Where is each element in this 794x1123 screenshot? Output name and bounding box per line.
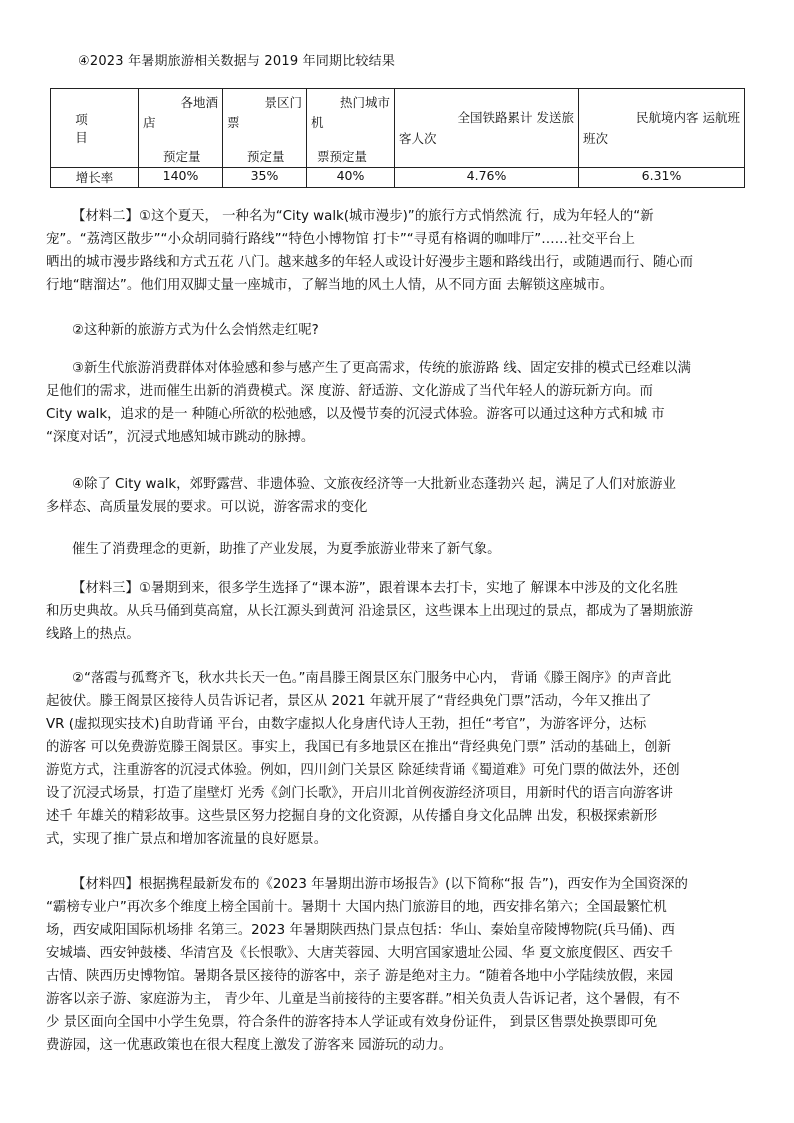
header-text: 预定量 [163, 149, 201, 164]
header-text: 班次 [583, 131, 609, 146]
text-line: 古情、陕西历史博物馆。暑期各景区接待的游客中，亲子 游是绝对主力。“随着各地中小学陆续放假，来园 [46, 969, 674, 984]
text-line: 足他们的需求，进而催生出新的消费模式。深 度游、舒适游、文化游成了当代年轻人的游玩新方向。而 [46, 384, 653, 399]
text-line: 【材料二】①这个夏天， 一种名为“City walk(城市漫步)”的旅行方式悄然流 行，成为年轻人的“新 [72, 209, 654, 224]
header-text: 预定量 [247, 149, 285, 164]
text-line: “霸榜专业户”再次多个维度上榜全国前十。暑期十 大国内热门旅游目的地，西安排名第六；全国最繁忙机 [46, 900, 667, 915]
text-line: 起彼伏。滕王阁景区接待人员告诉记者，景区从 2021 年就开展了“背经典免门票”活动，今年又推出了 [46, 694, 652, 709]
text-line: 【材料四】根据携程最新发布的《2023 年暑期出游市场报告》(以下简称“报 告”)，西安作为全国资深的 [72, 877, 688, 892]
header-cell-flight [307, 89, 395, 168]
table-cell: 40% [307, 168, 395, 188]
table-header-row [51, 89, 745, 168]
material-two-para-1 [46, 205, 742, 297]
header-cell-railway [395, 89, 579, 168]
text-line: 【材料三】①暑期到来，很多学生选择了“课本游”，跟着课本去打卡，实地了 解课本中涉及的文化名胜 [72, 581, 678, 596]
text-line: City walk，追求的是一 种随心所欲的松弛感，以及慢节奏的沉浸式体验。游客可以通过这种方式和城 市 [46, 407, 665, 422]
text-line: “深度对话”，沉浸式地感知城市跳动的脉搏。 [46, 430, 315, 445]
text-line: 多样态、高质量发展的要求。可以说，游客需求的变化 [46, 500, 368, 515]
header-text: 客人次 [399, 131, 437, 146]
text-line: 少 景区面向全国中小学生免票，符合条件的游客持本人学证或有效身份证件， 到景区售票处换票即可免 [46, 1015, 658, 1030]
material-four-para-1 [46, 873, 742, 1057]
header-text: 票 [227, 115, 240, 130]
material-two-para-5 [46, 538, 742, 561]
text-line: 行地“瞎溜达”。他们用双脚丈量一座城市，了解当地的风土人情，从不同方面 去解锁这座城市。 [46, 278, 614, 293]
text-line: 费游园，这一优惠政策也在很大程度上激发了游客来 园游玩的动力。 [46, 1038, 452, 1053]
header-text: 店 [143, 115, 156, 130]
item-header: 项 目 [51, 89, 139, 168]
header-cell-aviation [579, 89, 745, 168]
text-line: 催生了消费理念的更新，助推了产业发展，为夏季旅游业带来了新气象。 [72, 542, 501, 557]
header-text: 机 [311, 115, 324, 130]
table-cell: 6.31% [579, 168, 745, 188]
text-line: 的游客 可以免费游览滕王阁景区。事实上，我国已有多地景区在推出“背经典免门票” 活动的基础上，创新 [46, 740, 671, 755]
material-three-para-1 [46, 577, 742, 646]
table-cell: 35% [223, 168, 307, 188]
table-cell: 4.76% [395, 168, 579, 188]
material-three-para-2 [46, 667, 742, 851]
header-text: 各地酒 [180, 95, 218, 110]
text-line: 述千 年雄关的精彩故事。这些景区努力挖掘自身的文化资源，从传播自身文化品牌 出发，积极探索新形 [46, 809, 658, 824]
text-line: ③新生代旅游消费群体对体验感和参与感产生了更高需求，传统的旅游路 线、固定安排的模式已经难以满 [72, 361, 691, 376]
text-line: 线路上的热点。 [46, 627, 140, 642]
text-line: 安城墙、西安钟鼓楼、华清宫及《长恨歌》、大唐芙蓉园、大明宫国家遗址公园、华 夏文旅度假区、西安千 [46, 946, 673, 961]
text-line: ②“落霞与孤鹜齐飞，秋水共长天一色。”南昌滕王阁景区东门服务中心内， 背诵《滕王阁序》的声音此 [72, 671, 672, 686]
table-cell: 140% [139, 168, 223, 188]
table-row [51, 168, 745, 188]
text-line: 场，西安咸阳国际机场排 名第三。2023 年暑期陕西热门景点包括：华山、秦始皇帝陵博物院(兵马俑)、西 [46, 923, 675, 938]
header-cell-hotel [139, 89, 223, 168]
material-two-para-2 [46, 319, 742, 342]
header-text: 全国铁路累计 发送旅 [457, 110, 574, 125]
material-two-para-4 [46, 473, 742, 519]
text-line: 设了沉浸式场景，打造了崖壁灯 光秀《剑门长歌》，开启川北首例夜游经济项目，用新时代的语言向游客讲 [46, 786, 673, 801]
header-text: 景区门 [264, 95, 302, 110]
text-line: 宠”。“荔湾区散步”“小众胡同骑行路线”“特色小博物馆 打卡”“寻觅有格调的咖啡厅”……社交平台上 [46, 232, 635, 247]
header-text: 热门城市 [339, 95, 390, 110]
text-line: VR (虚拟现实技术)自助背诵 平台，由数字虚拟人化身唐代诗人王勃，担任“考官”，为游客评分，达标 [46, 717, 647, 732]
table-caption: ④2023 年暑期旅游相关数据与 2019 年同期比较结果 [78, 54, 396, 69]
text-line: 晒出的城市漫步路线和方式五花 八门。越来越多的年轻人或设计好漫步主题和路线出行，或随遇而行、随心而 [46, 255, 694, 270]
text-line: ④除了 City walk，郊野露营、非遗体验、文旅夜经济等一大批新业态蓬勃兴 起，满足了人们对旅游业 [72, 477, 676, 492]
header-text: 民航境内客 运航班 [636, 110, 740, 125]
text-line: ②这种新的旅游方式为什么会悄然走红呢? [72, 323, 319, 338]
header-text: 票预定量 [317, 149, 368, 164]
text-line: 游览方式，注重游客的沉浸式体验。例如，四川剑门关景区 除延续背诵《蜀道难》可免门票的做法外，还创 [46, 763, 680, 778]
comparison-table [50, 88, 745, 188]
header-cell-ticket [223, 89, 307, 168]
text-line: 游客以亲子游、家庭游为主， 青少年、儿童是当前接待的主要客群。”相关负责人告诉记者，这个暑假，有不 [46, 992, 680, 1007]
row-label: 增长率 [51, 168, 139, 188]
text-line: 和历史典故。从兵马俑到莫高窟，从长江源头到黄河 沿途景区，这些课本上出现过的景点，都成为了暑期旅游 [46, 604, 694, 619]
text-line: 式，实现了推广景点和增加客流量的良好愿景。 [46, 832, 328, 847]
material-two-para-3 [46, 357, 742, 449]
